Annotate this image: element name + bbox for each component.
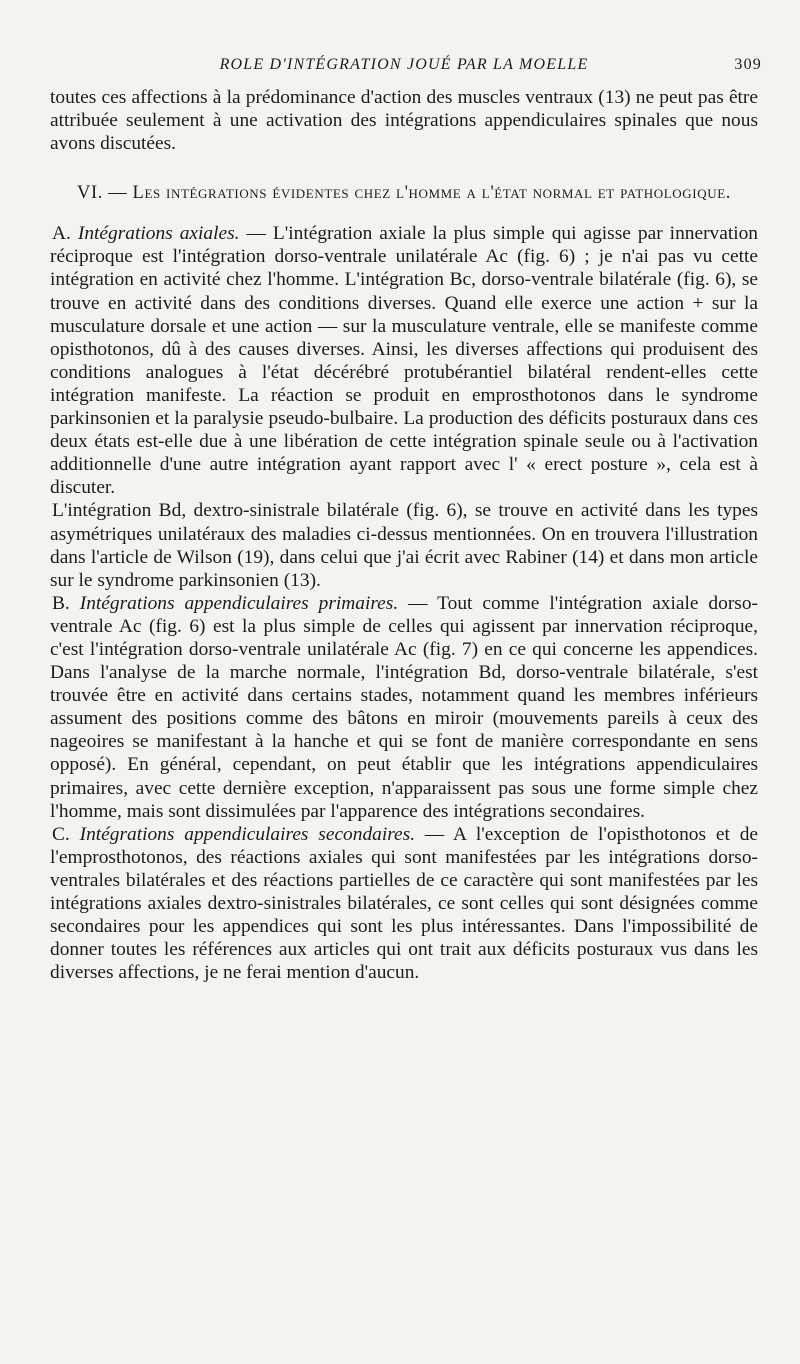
subsection-label: C.	[52, 823, 70, 845]
running-title: ROLE D'INTÉGRATION JOUÉ PAR LA MOELLE	[219, 56, 589, 73]
section-heading	[50, 179, 758, 208]
subsection-label: A.	[52, 223, 71, 245]
paragraph-primary	[50, 592, 758, 823]
paragraph-bd: L'intégration Bd, dextro-sinistrale bilatérale (fig. 6), se trouve en activité dans les types asymétriques unilatéraux des maladies ci-dessus mentionnées. On en trouvera l'illustration dans l'article de Wilson (19), dans celui que j'ai écrit avec Rabiner (14) et dans mon article sur le syndrome parkinsonien (13).	[50, 500, 758, 591]
paragraph-body: — L'intégration axiale la plus simple qui agisse par innervation réciproque est l'intégration dorso-ventrale unilatérale Ac (fig. 6) ; je n'ai pas vu cette intégration en activité chez l'homme. L'intégration Bc, dorso-ventrale bilatérale (fig. 6), se trouve en activité dans des conditions diverses. Quand elle exerce une action + sur la musculature dorsale et une action — sur la musculature ventrale, elle se manifeste comme opisthotonos, dû à des causes diverses. Ainsi, les diverses affections qui produisent des conditions analogues à l'état décérébré protubérantiel bilatéral rendent-elles cette intégration manifeste. La réaction se produit en emprosthotonos dans le syndrome parkinsonien et la paralysie pseudo-bulbaire. La production des déficits posturaux dans ces deux états est-elle due à une libération de cette intégration spinale seule ou à l'activation additionnelle d'une autre intégration ayant rapport avec l' « erect posture », cela est à discuter.	[50, 223, 758, 499]
subsection-label: B.	[52, 592, 70, 614]
paragraph-axial	[50, 222, 758, 499]
paragraph-continuation: toutes ces affections à la prédominance d'action des muscles ventraux (13) ne peut pas être attribuée seulement à une activation des intégrations appendiculaires spinales que nous avons discutées.	[50, 87, 758, 155]
paragraph-body: — A l'exception de l'opisthotonos et de l'emprosthotonos, des réactions axiales qui sont manifestées par les intégrations dorso-ventrales bilatérales et des réactions partielles de ce caractère qui sont manifestées par les intégrations axiales dextro-sinistrales bilatérales, ce sont celles qui sont désignées comme secondaires pour les appendices qui sont les plus intéressantes. Dans l'impossibilité de donner toutes les références aux articles qui ont trait aux déficits posturaux vus dans les diverses affections, je ne ferai mention d'aucun.	[50, 823, 758, 984]
section-number: VI.	[77, 183, 103, 204]
section-title: — Les intégrations évidentes chez l'homme a l'état normal et pathologique.	[108, 183, 731, 204]
page-number: 309	[734, 56, 762, 73]
subsection-title: Intégrations appendiculaires secondaires.	[79, 823, 416, 845]
paragraph-secondary	[50, 823, 758, 985]
running-header	[50, 56, 762, 86]
subsection-title: Intégrations appendiculaires primaires.	[79, 592, 399, 614]
page	[50, 56, 762, 984]
paragraph-body: — Tout comme l'intégration axiale dorso-ventrale Ac (fig. 6) est la plus simple de celles qui agissent par innervation réciproque, c'est l'intégration dorso-ventrale unilatérale Ac (fig. 7) en ce qui concerne les appendices. Dans l'analyse de la marche normale, l'intégration Bd, dorso-ventrale bilatérale, s'est trouvée être en activité dans certains stades, notamment quand les membres inférieurs assument des positions comme des bâtons en miroir (mouvements pareils à ceux des nageoires se manifestant à la hanche et qui se font de manière correspondante en sens opposé). En général, cependant, on peut établir que les intégrations appendiculaires primaires, avec cette dernière exception, n'apparaissent pas sous une forme simple chez l'homme, mais sont dissimulées par l'apparence des intégrations secondaires.	[50, 592, 758, 822]
subsection-title: Intégrations axiales.	[77, 223, 240, 245]
